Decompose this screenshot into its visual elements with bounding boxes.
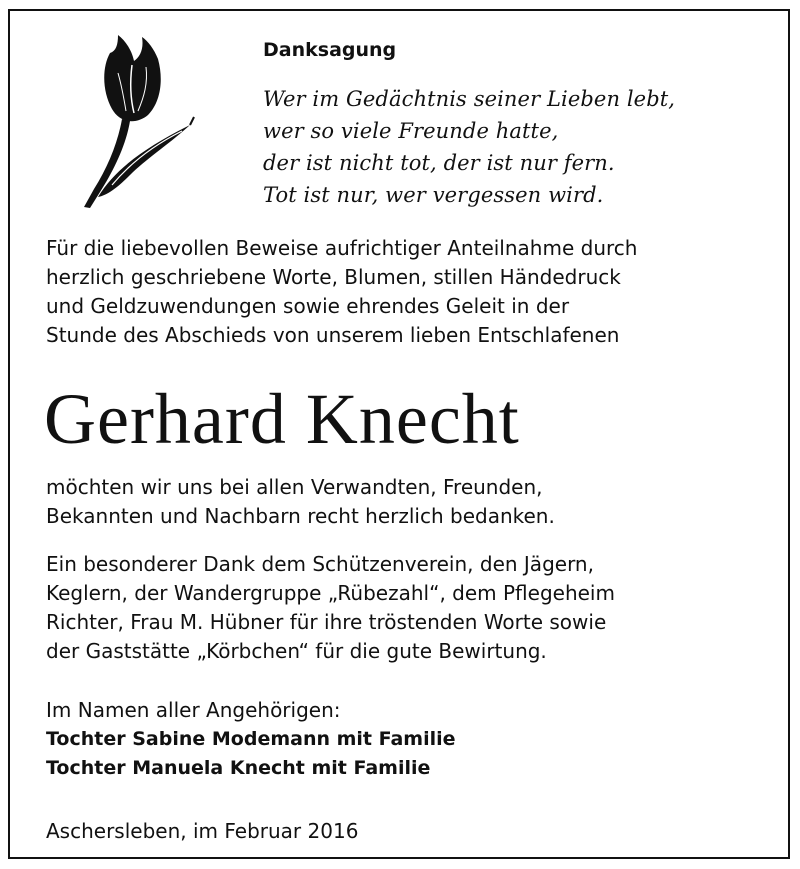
text-line: Ein besonderer Dank dem Schützenverein, den Jägern, bbox=[46, 552, 594, 576]
text-line: Bekannten und Nachbarn recht herzlich bedanken. bbox=[46, 504, 555, 528]
text-line: möchten wir uns bei allen Verwandten, Freunden, bbox=[46, 475, 543, 499]
signature-block bbox=[46, 696, 456, 783]
text-line: der Gaststätte „Körbchen“ für die gute Bewirtung. bbox=[46, 639, 547, 663]
on-behalf-line: Im Namen aller Angehörigen: bbox=[46, 698, 341, 722]
obituary-notice bbox=[8, 9, 790, 859]
text-line: und Geldzuwendungen sowie ehrendes Geleit in der bbox=[46, 294, 570, 318]
text-line: Stunde des Abschieds von unserem lieben Entschlafenen bbox=[46, 323, 620, 347]
poem-line: Wer im Gedächtnis seiner Lieben lebt, bbox=[263, 87, 676, 111]
text-line: herzlich geschriebene Worte, Blumen, stillen Händedruck bbox=[46, 265, 621, 289]
poem-line: wer so viele Freunde hatte, bbox=[263, 119, 559, 143]
poem-line: Tot ist nur, wer vergessen wird. bbox=[263, 183, 604, 207]
poem bbox=[263, 83, 675, 211]
notice-heading: Danksagung bbox=[263, 39, 397, 61]
tulip-icon bbox=[72, 27, 197, 212]
deceased-name: Gerhard Knecht bbox=[44, 379, 520, 459]
signatory: Tochter Sabine Modemann mit Familie bbox=[46, 728, 456, 750]
text-line: Richter, Frau M. Hübner für ihre tröstenden Worte sowie bbox=[46, 610, 607, 634]
text-line: Keglern, der Wandergruppe „Rübezahl“, dem Pflegeheim bbox=[46, 581, 615, 605]
place-date: Aschersleben, im Februar 2016 bbox=[46, 819, 359, 843]
special-thanks-paragraph bbox=[46, 550, 615, 666]
signatory: Tochter Manuela Knecht mit Familie bbox=[46, 757, 431, 779]
text-line: Für die liebevollen Beweise aufrichtiger Anteilnahme durch bbox=[46, 236, 638, 260]
poem-line: der ist nicht tot, der ist nur fern. bbox=[263, 151, 615, 175]
thanks-paragraph bbox=[46, 473, 555, 531]
thanks-intro-paragraph bbox=[46, 234, 637, 350]
